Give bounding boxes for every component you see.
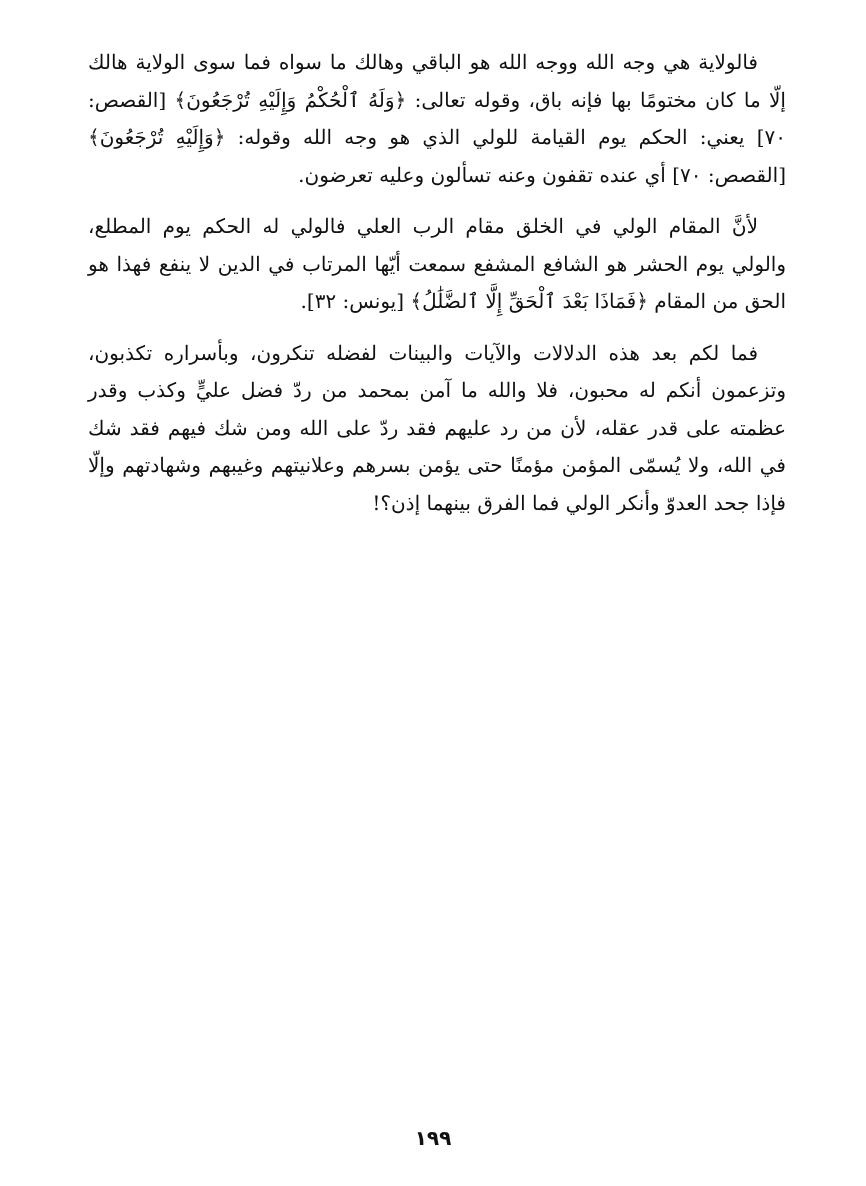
page-number: ١٩٩: [414, 1126, 452, 1150]
paragraph-2: لأنَّ المقام الولي في الخلق مقام الرب العلي فالولي له الحكم يوم المطلع، والولي يوم الحشر هو الشافع المشفع سمعت أيّها المرتاب في الدين لا ينفع فهذا هو الحق من المقام ﴿فَمَاذَا بَعْدَ ٱلْحَقِّ إِلَّا ٱلضَّلَٰلُ﴾ [يونس: ٣٢].: [88, 214, 786, 313]
paragraph-1: فالولاية هي وجه الله ووجه الله هو الباقي وهالك ما سواه فما سوى الولاية هالك إلّا ما كان مختومًا بها فإنه باق، وقوله تعالى: ﴿وَلَهُ ٱلْحُكْمُ وَإِلَيْهِ تُرْجَعُونَ﴾ [القصص: ٧٠] يعني: الحكم يوم القيامة للولي الذي هو وجه الله وقوله: ﴿وَإِلَيْهِ تُرْجَعُونَ﴾ [القصص: ٧٠] أي عنده تقفون وعنه تسألون وعليه تعرضون.: [88, 50, 786, 187]
paragraph-3: فما لكم بعد هذه الدلالات والآيات والبينات لفضله تنكرون، وبأسراره تكذبون، وتزعمون أنكم له محبون، فلا والله ما آمن بمحمد من ردّ فضل عليٍّ وكذب وقدر عظمته على قدر عقله، لأن من رد عليهم فقد ردّ على الله ومن شك فيهم فقد شك في الله، ولا يُسمّى المؤمن مؤمنًا حتى يؤمن بسرهم وعلانيتهم وغيبهم وشهادتهم وإلّا فإذا جحد العدوّ وأنكر الولي فما الفرق بينهما إذن؟!: [88, 340, 786, 515]
page-body: [88, 44, 786, 536]
